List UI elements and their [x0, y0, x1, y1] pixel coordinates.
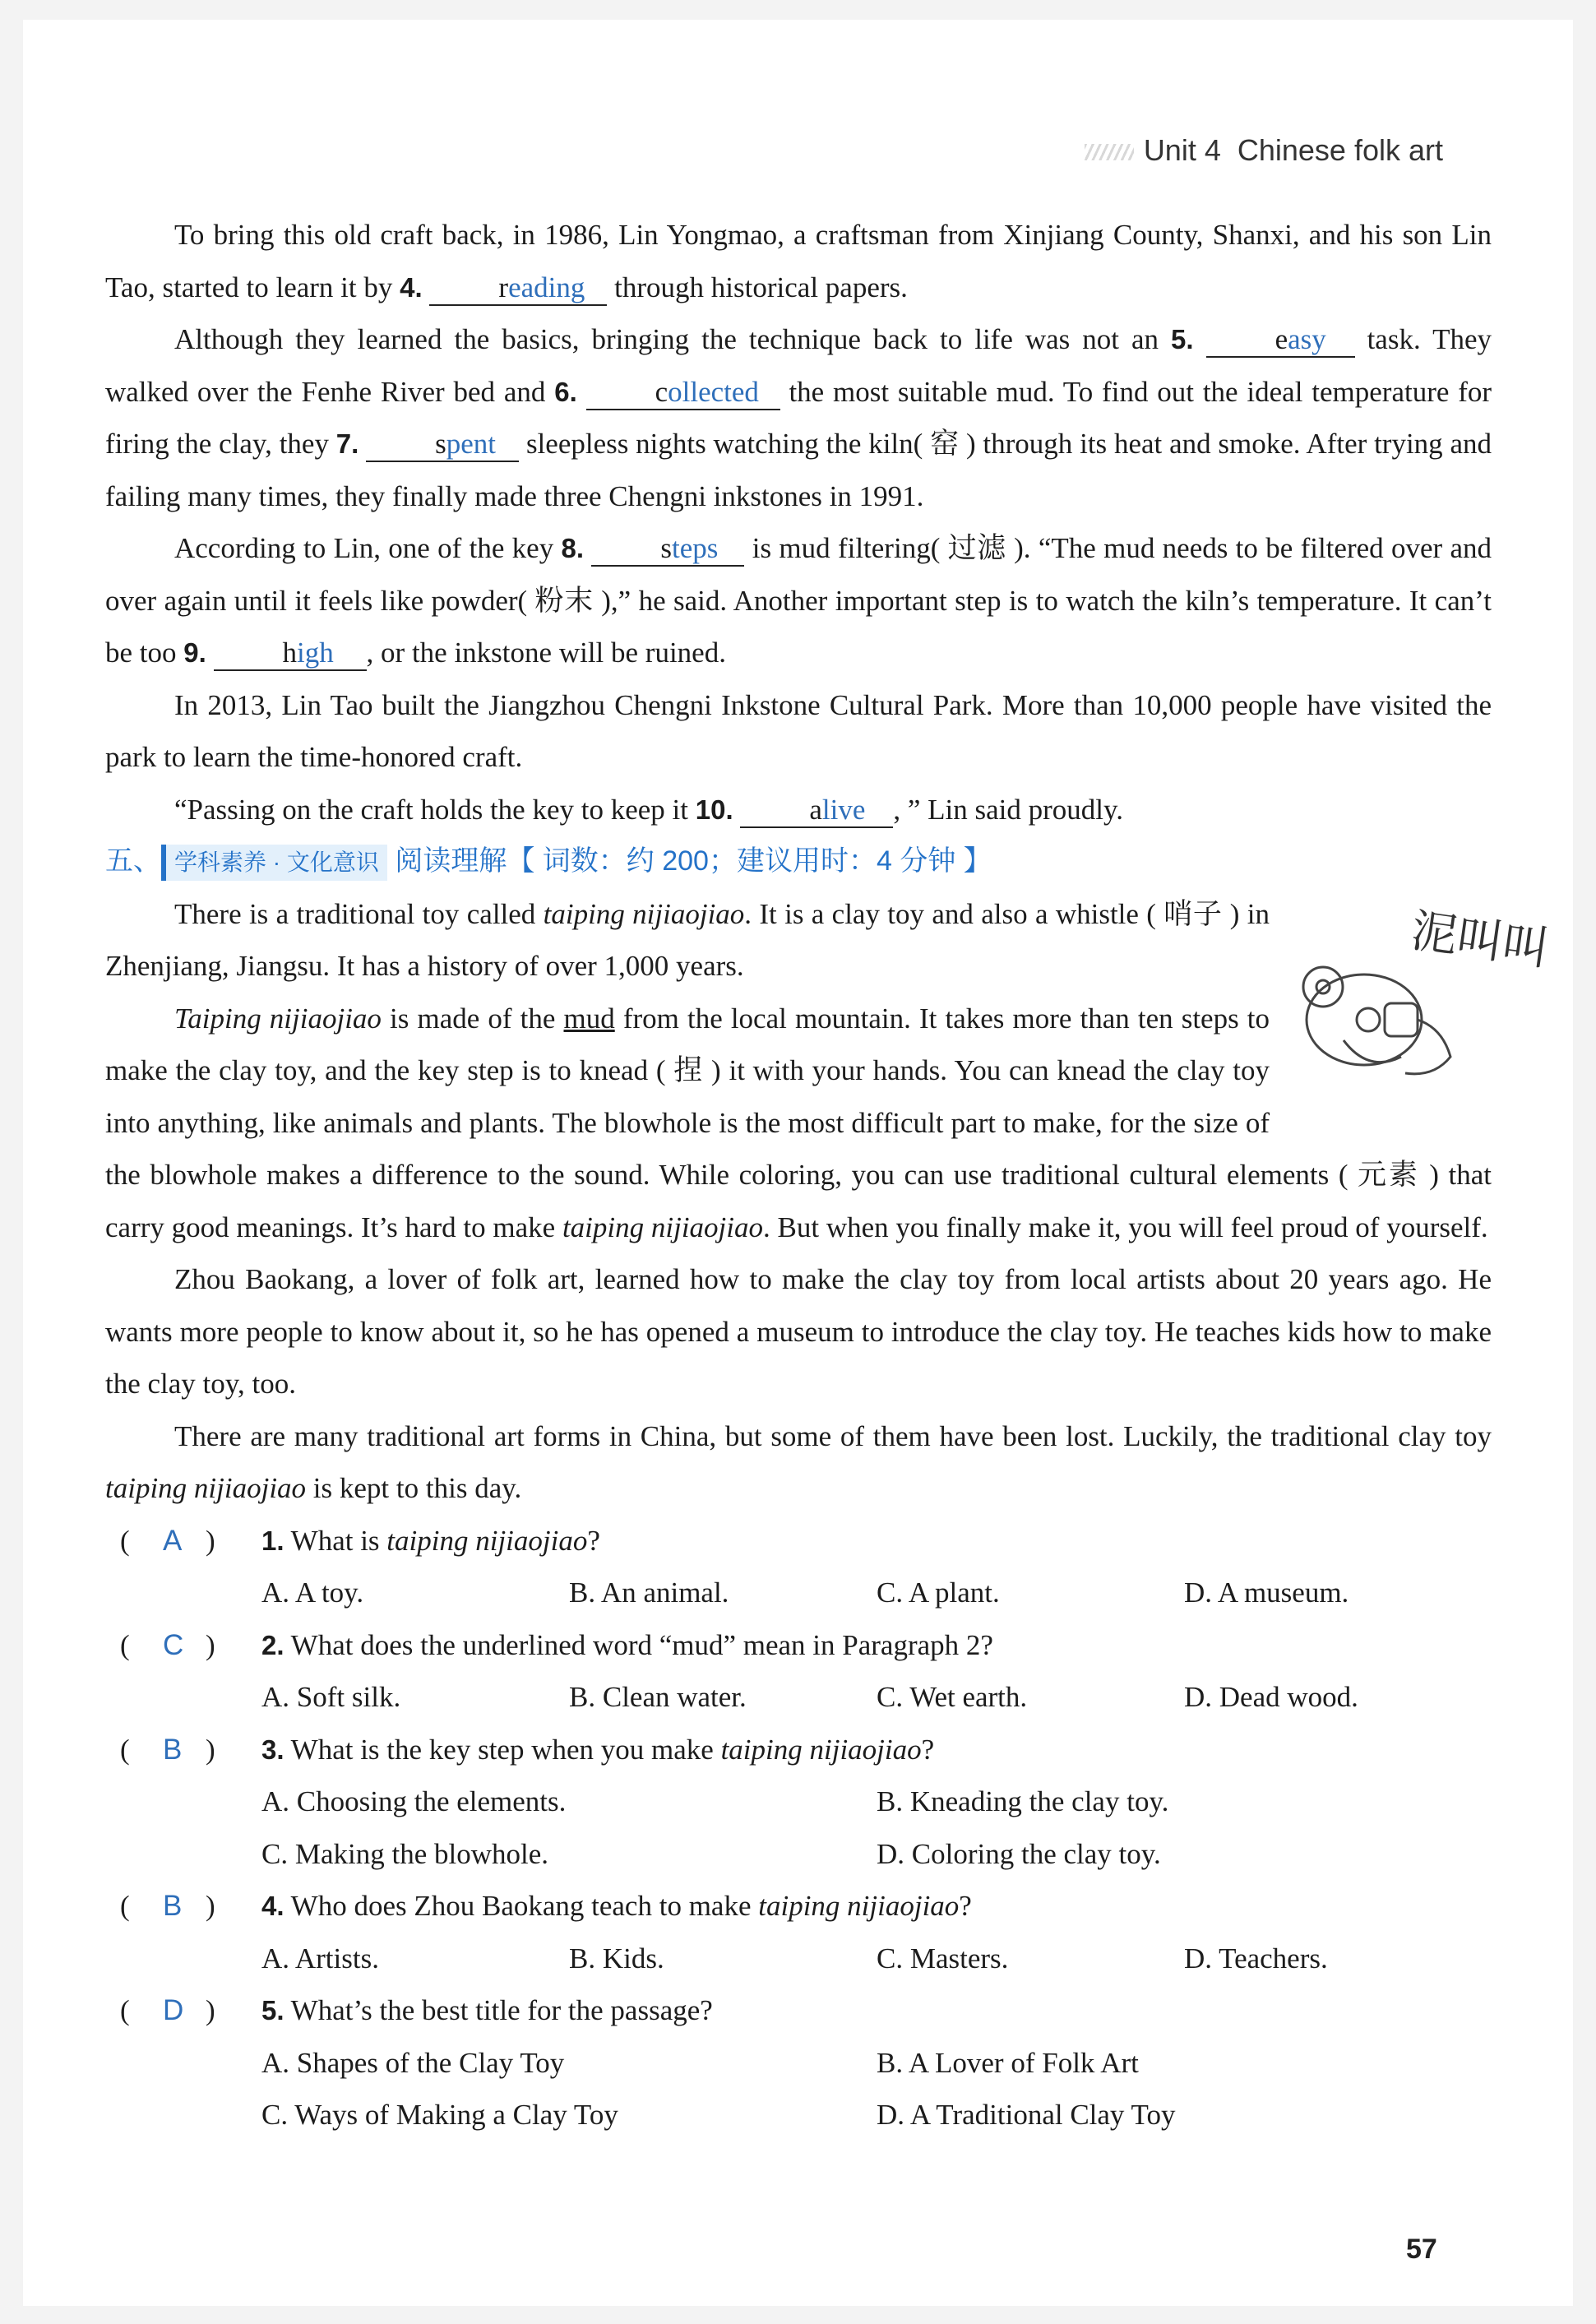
- answer-q4[interactable]: B: [163, 1890, 183, 1922]
- options-q3-row2: [105, 1828, 1492, 1881]
- header-decoration: [1085, 144, 1134, 160]
- option[interactable]: B. An animal.: [569, 1576, 729, 1609]
- answer-q2[interactable]: C: [163, 1628, 184, 1661]
- options-q4: [105, 1933, 1492, 1985]
- option[interactable]: B. Clean water.: [569, 1681, 747, 1713]
- content: [105, 209, 1552, 2141]
- option[interactable]: D. Teachers.: [1184, 1942, 1328, 1974]
- option[interactable]: C. Wet earth.: [877, 1681, 1028, 1713]
- page-header: [1085, 133, 1443, 168]
- option[interactable]: B. Kids.: [569, 1942, 664, 1974]
- option[interactable]: D. A museum.: [1184, 1576, 1349, 1609]
- page-number: 57: [1406, 2234, 1437, 2266]
- passage-paragraph-1: There is a traditional toy called taiping nijiaojiao. It is a clay toy and also a whistle ( 哨子 ) in Zhenjiang, Jiangsu. It has a history of over 1,000 years.: [105, 897, 1270, 982]
- answer-blank-5[interactable]: easy: [1206, 323, 1355, 358]
- answer-blank-8[interactable]: steps: [591, 532, 744, 567]
- option[interactable]: D. A Traditional Clay Toy: [877, 2099, 1176, 2131]
- paragraph-5: “Passing on the craft holds the key to keep it 10. alive , ” Lin said proudly.: [105, 784, 1492, 836]
- answer-blank-10[interactable]: alive: [740, 794, 893, 828]
- options-q3-row1: [105, 1775, 1492, 1828]
- answer-blank-6[interactable]: collected: [586, 376, 780, 410]
- passage-paragraph-4: There are many traditional art forms in China, but some of them have been lost. Luckily, the traditional clay toy taiping nijiaojiao is kept to this day.: [105, 1419, 1492, 1504]
- options-q1: [105, 1567, 1492, 1619]
- question-5: ( D ) 5. What’s the best title for the passage?: [105, 1984, 1492, 2037]
- section-title: 阅读理解【 词数：约 200；建议用时：4 分钟 】: [395, 845, 992, 877]
- option[interactable]: A. A toy.: [261, 1576, 364, 1609]
- paragraph-1: To bring this old craft back, in 1986, Lin Yongmao, a craftsman from Xinjiang County, Shanxi, and his son Lin Tao, started to learn it by 4. reading through historical papers.: [105, 209, 1492, 313]
- question-4: ( B ) 4. Who does Zhou Baokang teach to make taiping nijiaojiao?: [105, 1880, 1492, 1933]
- section-number: 五、: [105, 845, 161, 877]
- option[interactable]: A. Choosing the elements.: [261, 1785, 567, 1817]
- options-q5-row1: [105, 2037, 1492, 2090]
- question-3: ( B ) 3. What is the key step when you make taiping nijiaojiao?: [105, 1724, 1492, 1776]
- passage-paragraph-2: Taiping nijiaojiao is made of the mud from the local mountain. It takes more than ten steps to make the clay toy, and the key step is to knead ( 捏 ) it with your hands. You can knead the clay toy into anything, like animals and plants. The blowhole is the most difficult part to make, for the size of the blowhole makes a difference to the sound. While coloring, you can use traditional cultural elements ( 元素 ) that carry good meanings. It’s hard to make taiping nijiaojiao. But when you finally make it, you will feel proud of yourself.: [105, 1002, 1492, 1243]
- option[interactable]: D. Dead wood.: [1184, 1681, 1358, 1713]
- answer-q3[interactable]: B: [163, 1733, 183, 1766]
- option[interactable]: A. Shapes of the Clay Toy: [261, 2046, 565, 2079]
- option[interactable]: B. Kneading the clay toy.: [877, 1785, 1169, 1817]
- option[interactable]: C. A plant.: [877, 1576, 1000, 1609]
- unit-title: Chinese folk art: [1237, 133, 1443, 167]
- options-q5-row2: [105, 2089, 1492, 2141]
- underlined-word-mud: mud: [563, 1002, 615, 1035]
- answer-blank-7[interactable]: spent: [366, 428, 519, 462]
- option[interactable]: C. Making the blowhole.: [261, 1837, 548, 1870]
- unit-label: Unit 4: [1143, 133, 1221, 167]
- page: [23, 20, 1573, 2306]
- options-q2: [105, 1671, 1492, 1724]
- option[interactable]: A. Artists.: [261, 1942, 379, 1974]
- paragraph-3: According to Lin, one of the key 8. steps is mud filtering( 过滤 ). “The mud needs to be filtered over and over again until it feels like powder( 粉末 ),” he said. Another important step is to watch the kiln’s temperature. It can’t be too 9. high , or the inkstone will be ruined.: [105, 522, 1492, 679]
- paragraph-4: In 2013, Lin Tao built the Jiangzhou Chengni Inkstone Cultural Park. More than 10,000 people have visited the park to learn the time-honored craft.: [105, 688, 1492, 773]
- question-1: ( A ) 1. What is taiping nijiaojiao?: [105, 1515, 1492, 1567]
- option[interactable]: D. Coloring the clay toy.: [877, 1837, 1161, 1870]
- clay-toy-illustration: [1286, 896, 1552, 1102]
- question-2: ( C ) 2. What does the underlined word “mud” mean in Paragraph 2?: [105, 1619, 1492, 1672]
- paragraph-2: Although they learned the basics, bringing the technique back to life was not an 5. easy task. They walked over the Fenhe River bed and 6. collected the most suitable mud. To find out the ideal temperature for firing the clay, they 7. spent sleepless nights watching the kiln( 窑 ) through its heat and smoke. After trying and failing many times, they finally made three Chengni inkstones in 1991.: [105, 323, 1492, 512]
- option[interactable]: B. A Lover of Folk Art: [877, 2046, 1139, 2079]
- passage-paragraph-3: Zhou Baokang, a lover of folk art, learned how to make the clay toy from local artists about 20 years ago. He wants more people to know about it, so he has opened a museum to introduce the clay toy. He teaches kids how to make the clay toy, too.: [105, 1263, 1492, 1400]
- option[interactable]: C. Ways of Making a Clay Toy: [261, 2099, 618, 2131]
- section-tag: 学科素养 · 文化意识: [161, 845, 387, 881]
- section-heading: [105, 836, 1492, 888]
- option[interactable]: C. Masters.: [877, 1942, 1009, 1974]
- option[interactable]: A. Soft silk.: [261, 1681, 401, 1713]
- answer-q1[interactable]: A: [163, 1524, 183, 1557]
- answer-blank-9[interactable]: high: [214, 637, 367, 671]
- answer-blank-4[interactable]: reading: [429, 271, 607, 306]
- blank-number-4: 4.: [400, 271, 423, 303]
- answer-q5[interactable]: D: [163, 1994, 184, 2026]
- illustration-caption: 泥叫叫: [1408, 903, 1552, 976]
